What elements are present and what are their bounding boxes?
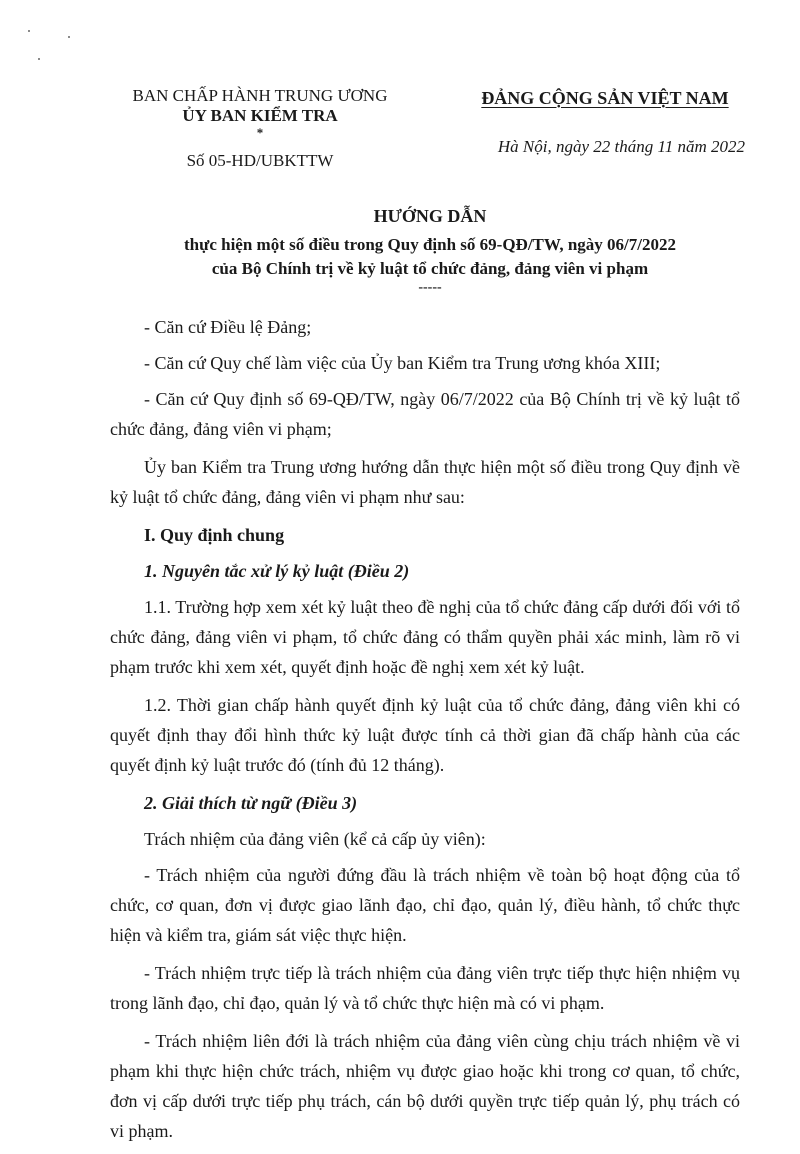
document-title-block <box>110 203 750 295</box>
subtitle-line-1: thực hiện một số điều trong Quy định số 69-QĐ/TW, ngày 06/7/2022 <box>184 235 676 254</box>
doc-number: Số 05-HD/UBKTTW <box>186 151 334 170</box>
subsection-heading: 1. Nguyên tắc xử lý kỷ luật (Điều 2) <box>144 561 410 581</box>
body-paragraph: Trách nhiệm của đảng viên (kể cả cấp ủy viên): <box>144 829 486 849</box>
issuing-body-block <box>110 86 410 172</box>
body-paragraph: - Trách nhiệm liên đới là trách nhiệm của đảng viên cùng chịu trách nhiệm về vi phạm khi thực hiện chức trách, nhiệm vụ được giao hoặc khi trong cơ quan, tổ chức, đơn vị cấp dưới trực tiếp phụ trách, cán bộ dưới quyền trực tiếp quản lý, phụ trách có vi phạm. <box>110 1031 740 1141</box>
org-line-1: BAN CHẤP HÀNH TRUNG ƯƠNG <box>132 86 388 105</box>
date-line: Hà Nội, ngày 22 tháng 11 năm 2022 <box>497 137 745 156</box>
document-heading: HƯỚNG DẪN <box>373 206 487 226</box>
star-mark: * <box>256 125 264 140</box>
subtitle-line-2: của Bộ Chính trị về kỷ luật tổ chức đảng, đảng viên vi phạm <box>211 259 649 278</box>
party-name: ĐẢNG CỘNG SẢN VIỆT NAM <box>481 88 729 108</box>
body-paragraph: - Trách nhiệm trực tiếp là trách nhiệm của đảng viên trực tiếp thực hiện nhiệm vụ trong lãnh đạo, chỉ đạo, quản lý và tổ chức thực hiện mà có vi phạm. <box>110 963 740 1013</box>
org-line-2: ỦY BAN KIỂM TRA <box>182 106 338 125</box>
body-paragraph: 1.2. Thời gian chấp hành quyết định kỷ luật của tổ chức đảng, đảng viên khi có quyết định thay đổi hình thức kỷ luật được tính cả thời gian đã chấp hành của các quyết định kỷ luật trước đó (tính đủ 12 tháng). <box>110 695 740 775</box>
scan-speck <box>38 58 40 60</box>
body-paragraph: 1.1. Trường hợp xem xét kỷ luật theo đề nghị của tổ chức đảng cấp dưới đối với tổ chức đảng, đảng viên vi phạm, tổ chức đảng có thẩm quyền phải xác minh, làm rõ vi phạm trước khi xem xét, quyết định hoặc đề nghị xem xét kỷ luật. <box>110 597 740 677</box>
basis-paragraph: - Căn cứ Điều lệ Đảng; <box>144 317 312 337</box>
basis-paragraph: - Căn cứ Quy định số 69-QĐ/TW, ngày 06/7/2022 của Bộ Chính trị về kỷ luật tổ chức đảng, đảng viên vi phạm; <box>110 389 740 439</box>
basis-paragraph: - Căn cứ Quy chế làm việc của Ủy ban Kiểm tra Trung ương khóa XIII; <box>144 353 661 373</box>
subsection-heading: 2. Giải thích từ ngữ (Điều 3) <box>144 793 358 813</box>
intro-paragraph: Ủy ban Kiểm tra Trung ương hướng dẫn thực hiện một số điều trong Quy định về kỷ luật tổ chức đảng, đảng viên vi phạm như sau: <box>110 457 740 507</box>
body-paragraph: - Trách nhiệm của người đứng đầu là trách nhiệm về toàn bộ hoạt động của tổ chức, cơ quan, đơn vị được giao lãnh đạo, chỉ đạo, quản lý, điều hành, tổ chức thực hiện và kiểm tra, giám sát việc thực hiện. <box>110 865 740 945</box>
section-heading: I. Quy định chung <box>144 525 285 545</box>
title-separator: ----- <box>418 280 442 295</box>
scan-speck <box>28 30 30 32</box>
document-body <box>110 312 740 1154</box>
scan-speck <box>68 36 70 38</box>
party-block <box>455 86 755 158</box>
